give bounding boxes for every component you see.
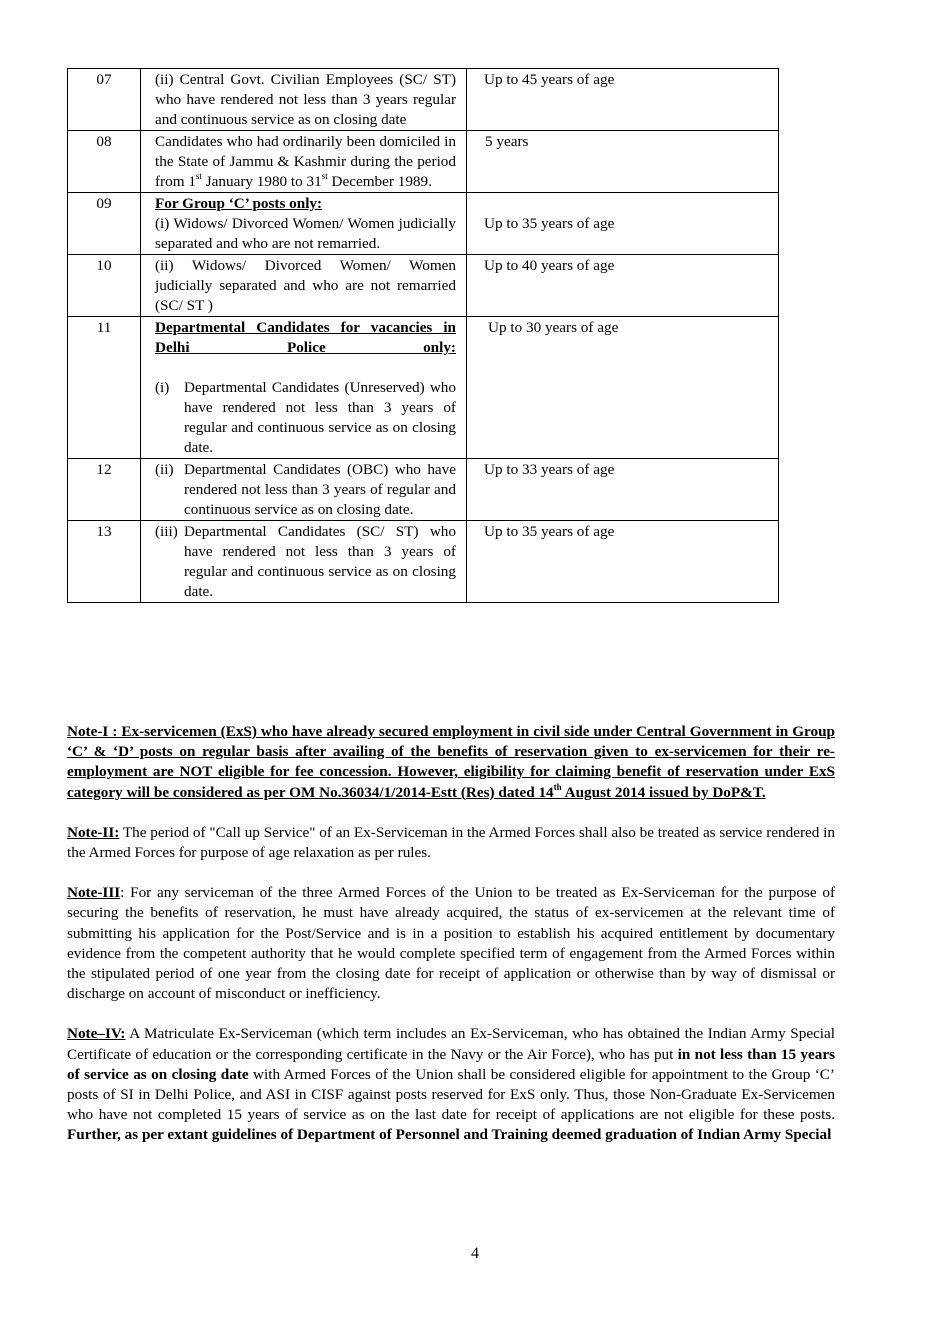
row-number: 13 (68, 521, 141, 603)
row-number: 08 (68, 131, 141, 193)
table-row (68, 317, 779, 459)
item-label: (i) (155, 379, 170, 396)
item-label: (iii) (155, 523, 178, 540)
age-limit-cell: Up to 45 years of age (467, 69, 779, 131)
category-text: Departmental Candidates (Unreserved) who have rendered not less than 3 years of regular and continuous service as on closing date. (184, 379, 456, 456)
note-text: : For any serviceman of the three Armed Forces of the Union to be treated as Ex-Serviceman for the purpose of securing the benefits of reservation, he must have already acquired, the status of ex-servicemen at the relevant time of submitting his application for the Post/Service and is in a position to establish his acquired entitlement by documentary evidence from the competent authority that he would complete specified term of engagement from the Armed Forces within the stipulated period of one year from the closing date for receipt of application or otherwise than by way of dismissal or discharge on account of misconduct or inefficiency. (67, 884, 835, 1003)
sub-item (155, 460, 456, 520)
note-text: : Ex-servicemen (ExS) who have already secured employment in civil side under Central Government in Group ‘C’ & ‘D’ posts on regular basis after availing of the benefits of reservation given to ex-servicemen for their re-employment are NOT eligible for fee concession. However, eligibility for claiming benefit of reservation under ExS category will be considered as per OM No.36034/1/2014-Estt (Res) dated 14 (67, 723, 835, 801)
page-number: 4 (471, 1245, 479, 1262)
age-limit-cell (467, 131, 779, 193)
age-limit-cell: Up to 40 years of age (467, 255, 779, 317)
row-number: 10 (68, 255, 141, 317)
category-text (155, 132, 456, 192)
category-cell (141, 193, 467, 255)
category-text-part: Candidates who had ordinarily been domiciled in the State of Jammu & Kashmir during the period from 1 (155, 133, 456, 190)
category-text: (i) Widows/ Divorced Women/ Women judicially separated and who are not remarried. (155, 215, 456, 252)
note-1 (67, 722, 835, 803)
table-row (68, 193, 779, 255)
note-emphasis: Further, as per extant guidelines of Department of Personnel and Training deemed graduation of Indian Army Special (67, 1126, 832, 1144)
ordinal-superscript: st (195, 170, 202, 181)
age-relaxation-table (67, 68, 779, 603)
category-cell (141, 459, 467, 521)
note-label: Note–IV: (67, 1025, 126, 1043)
note-label: Note-I (67, 723, 109, 740)
section-heading: For Group ‘C’ posts only: (155, 195, 323, 212)
age-limit-cell: Up to 33 years of age (467, 459, 779, 521)
note-4 (67, 1024, 835, 1145)
category-text: Departmental Candidates (SC/ ST) who have rendered not less than 3 years of regular and continuous service as on closing date. (184, 523, 456, 600)
note-label: Note-III (67, 884, 121, 902)
category-cell (141, 317, 467, 459)
note-2 (67, 823, 835, 863)
sub-item (155, 522, 456, 602)
table-row (68, 459, 779, 521)
table-row (68, 521, 779, 603)
category-cell (141, 255, 467, 317)
row-number: 07 (68, 69, 141, 131)
note-text: A Matriculate Ex-Serviceman (which term includes an Ex-Serviceman, who has obtained the Indian Army Special Certificate of education or the corresponding certificate in the Navy or the Air Force), who has put (67, 1025, 835, 1063)
category-cell (141, 521, 467, 603)
note-text: The period of "Call up Service" of an Ex-Serviceman in the Armed Forces shall also be treated as service rendered in the Armed Forces for purpose of age relaxation as per rules. (67, 823, 835, 862)
category-text-part: December 1989. (327, 173, 432, 190)
note-3 (67, 883, 835, 1004)
item-label: (ii) (155, 461, 174, 478)
ordinal-superscript: st (321, 170, 328, 181)
category-text-part: January 1980 to 31 (201, 173, 322, 190)
table-row (68, 69, 779, 131)
note-text: with Armed Forces of the Union shall be considered eligible for appointment to the Group ‘C’ posts of SI in Delhi Police, and ASI in CISF against posts reserved for ExS only. Thus, those Non-Graduate Ex-Servicemen who have not completed 15 years of service as on the last date for receipt of applications are not eligible for these posts. (67, 1065, 835, 1124)
age-limit-cell: Up to 35 years of age (467, 521, 779, 603)
row-number: 09 (68, 193, 141, 255)
notes-section (67, 722, 835, 1146)
note-label: Note-II: (67, 823, 120, 841)
category-text: Departmental Candidates (OBC) who have rendered not less than 3 years of regular and continuous service as on closing date. (184, 461, 456, 518)
category-cell (141, 69, 467, 131)
note-text: August 2014 issued by DoP&T. (561, 783, 766, 801)
table-row (68, 131, 779, 193)
sub-item (155, 378, 456, 458)
category-text: (ii) Central Govt. Civilian Employees (SC/ ST) who have rendered not less than 3 years regular and continuous service as on closing date (155, 71, 456, 128)
category-text: (ii) Widows/ Divorced Women/ Women judicially separated and who are not remarried (SC/ ST ) (155, 257, 456, 314)
category-cell (141, 131, 467, 193)
section-heading: Departmental Candidates for vacancies in Delhi Police only: (155, 319, 456, 356)
table-row (68, 255, 779, 317)
ordinal-superscript: th (553, 781, 562, 792)
row-number: 11 (68, 317, 141, 459)
age-limit-cell: Up to 35 years of age (467, 193, 779, 255)
row-number: 12 (68, 459, 141, 521)
age-limit-cell: Up to 30 years of age (467, 317, 779, 459)
note-emphasis: in not less than 15 years of service as on closing date (67, 1045, 835, 1083)
age-limit-text: 5 years (485, 133, 529, 150)
